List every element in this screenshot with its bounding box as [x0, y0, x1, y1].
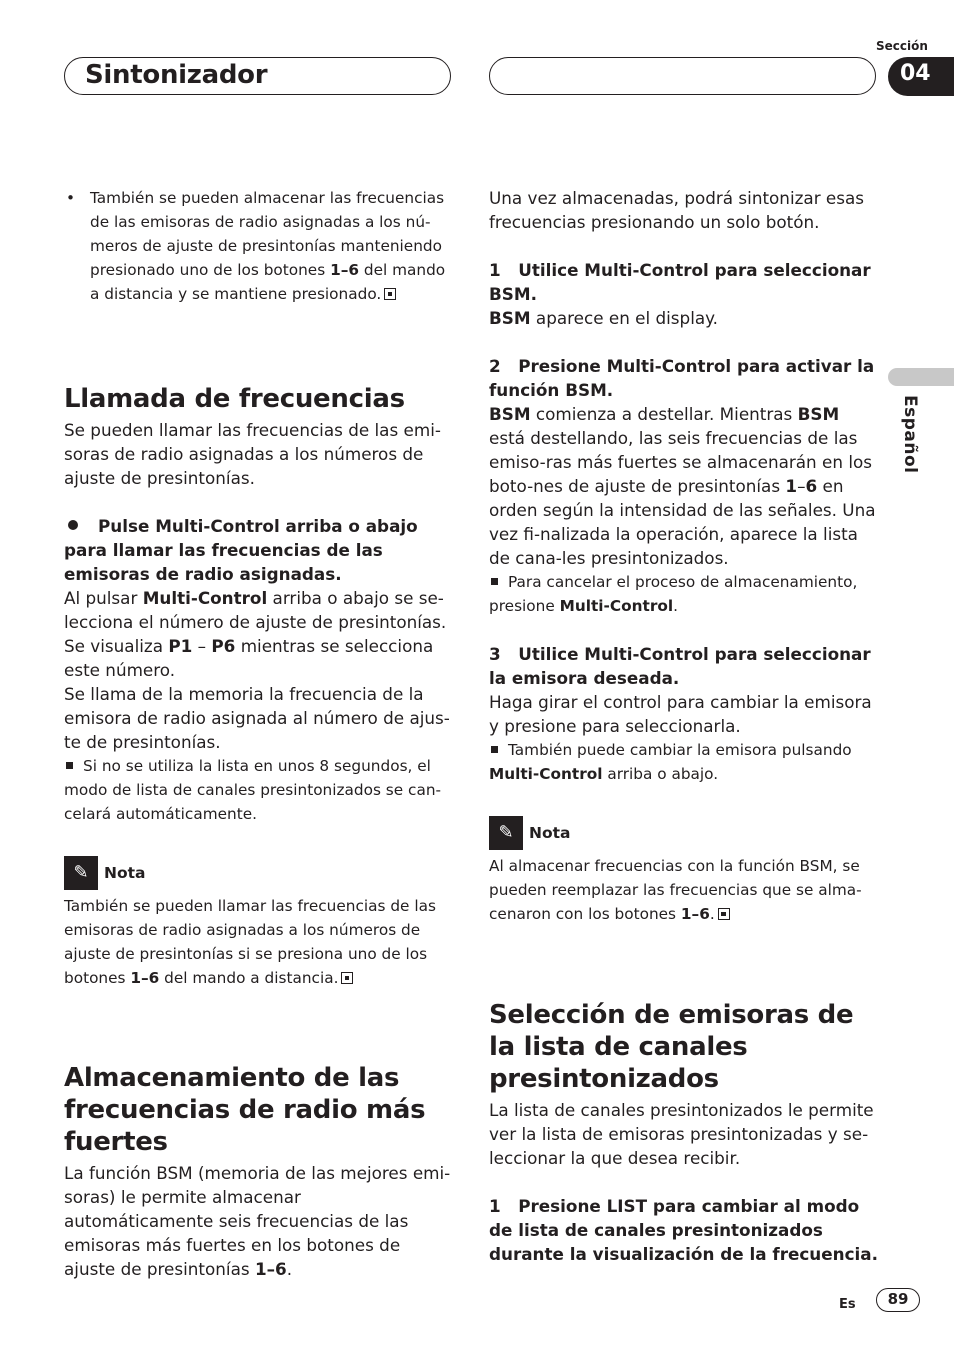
end-mark-icon	[718, 908, 730, 920]
end-mark-icon	[341, 972, 353, 984]
note-text: También se pueden llamar las frecuencias de las emisoras de radio asignadas a los números de ajuste de presintonías si se presiona uno de los botones 1–6 del mando a distancia.	[64, 897, 436, 987]
step-1-body: BSM aparece en el display.	[489, 308, 719, 328]
bullet-icon	[68, 520, 78, 530]
step-2: 2 Presione Multi-Control para activar la función BSM.	[489, 356, 875, 400]
pencil-note-icon: ✎	[489, 816, 523, 850]
end-mark-icon	[384, 288, 396, 300]
note-header: ✎ Nota	[489, 816, 879, 850]
page-number: 89	[876, 1288, 920, 1312]
step-list-1: 1 Presione LIST para cambiar al modo de lista de canales presintonizados durante la visualización de la frecuencia.	[489, 1196, 878, 1264]
section-number-badge: 04	[888, 57, 954, 96]
bullet-icon: •	[66, 189, 76, 207]
section-heading-llamada: Llamada de frecuencias	[64, 384, 405, 414]
step-2-body: BSM comienza a destellar. Mientras BSM está destellando, las seis frecuencias de las emiso-ras más fuertes se almacenarán en los boto-nes de ajuste de presintonías 1–6 en orden según la intensidad de las señales. Una vez fi-nalizada la operación, aparece la lista de cana-les presintonizados.	[489, 404, 876, 568]
square-bullet-icon	[66, 762, 73, 769]
step-body-2: Se llama de la memoria la frecuencia de la emisora de radio asignada al número de ajus-te de presintonías.	[64, 684, 450, 752]
section-intro-bsm: La función BSM (memoria de las mejores emi-soras) le permite almacenar automáticamente seis frecuencias de las emisoras más fuertes en los botones de ajuste de presintonías 1–6.	[64, 1163, 451, 1279]
note-text: Al almacenar frecuencias con la función BSM, se pueden reemplazar las frecuencias que se alma-cenaron con los botones 1–6.	[489, 857, 862, 923]
square-bullet-icon	[491, 578, 498, 585]
language-label: Español	[900, 395, 920, 474]
tip: Si no se utiliza la lista en unos 8 segundos, el modo de lista de canales presintonizados se can-celará automáticamente.	[64, 757, 442, 823]
pencil-note-icon: ✎	[64, 856, 98, 890]
note-header: ✎ Nota	[64, 856, 454, 890]
section-label: Sección	[876, 39, 928, 53]
step-3-tip: También puede cambiar la emisora pulsando Multi-Control arriba o abajo.	[489, 741, 852, 783]
section-intro: Se pueden llamar las frecuencias de las emi-soras de radio asignadas a los números de ajuste de presintonías.	[64, 420, 441, 488]
section-heading-seleccion: Selección de emisoras de la lista de canales presintonizados	[489, 1000, 854, 1094]
step-3: 3 Utilice Multi-Control para seleccionar la emisora deseada.	[489, 644, 871, 688]
language-code: Es	[839, 1297, 856, 1312]
section-heading-almacenamiento: Almacenamiento de las frecuencias de radio más fuertes	[64, 1063, 426, 1157]
step-1: 1 Utilice Multi-Control para seleccionar BSM.	[489, 260, 871, 304]
intro-text: Una vez almacenadas, podrá sintonizar esas frecuencias presionando un solo botón.	[489, 188, 865, 232]
step-instruction: Pulse Multi-Control arriba o abajo para llamar las frecuencias de las emisoras de radio asignadas.	[64, 516, 418, 584]
step-3-body: Haga girar el control para cambiar la emisora y presione para seleccionarla.	[489, 692, 872, 736]
section-header-left	[64, 57, 451, 95]
language-tab	[888, 368, 954, 386]
step-body: Al pulsar Multi-Control arriba o abajo se se-lecciona el número de ajuste de presintonías. Se visualiza P1 – P6 mientras se selecciona este número.	[64, 588, 447, 680]
square-bullet-icon	[491, 746, 498, 753]
left-column	[64, 186, 454, 1281]
right-column	[489, 186, 879, 1266]
intro-bullet: • También se pueden almacenar las frecuencias de las emisoras de radio asignadas a los nú-meros de ajuste de presintonías manteniendo presionado uno de los botones 1–6 del mando a distancia y se mantiene presionado.	[64, 186, 454, 306]
section-intro-list: La lista de canales presintonizados le permite ver la lista de emisoras presintonizadas y se-leccionar la que desea recibir.	[489, 1100, 874, 1168]
chapter-title: Sintonizador	[85, 60, 268, 90]
section-header-right	[489, 57, 876, 95]
step-2-tip: Para cancelar el proceso de almacenamiento, presione Multi-Control.	[489, 573, 858, 615]
